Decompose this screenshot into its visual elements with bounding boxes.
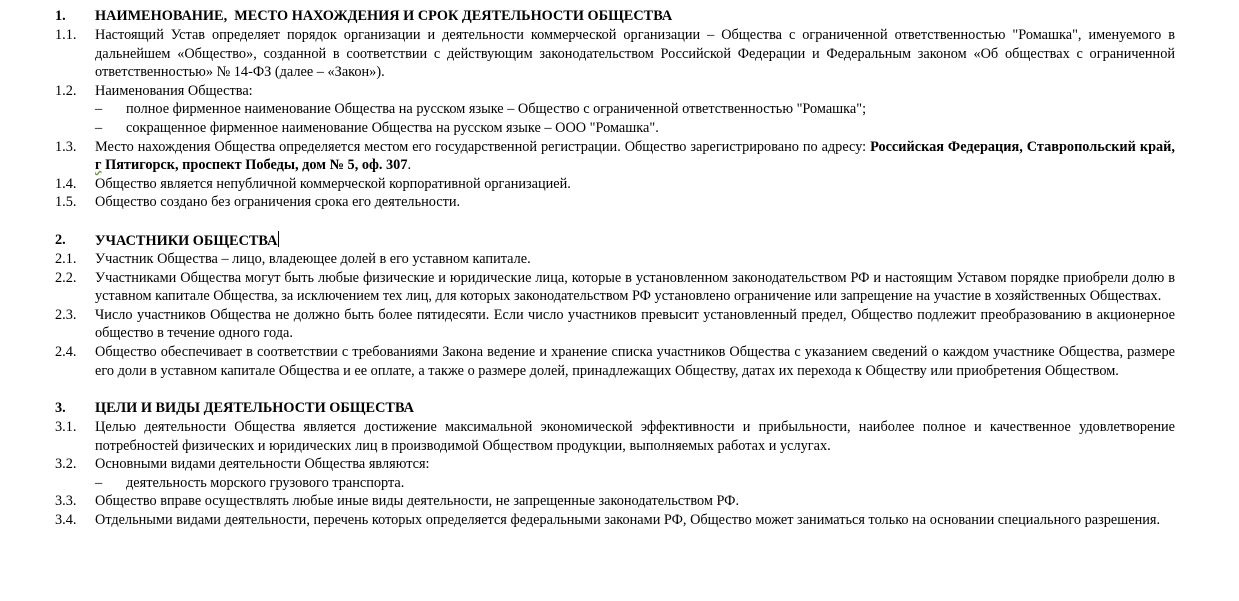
clause (0, 418, 1239, 455)
bullet-dash: – (95, 119, 103, 136)
clause-text: Настоящий Устав определяет порядок организации и деятельности коммерческой организации – Общества с ограниченной ответственностью "Ромашка", именуемого в дальнейшем «Общество», созданной в соответствии с действующим законодательством Российской Федерации и Федеральным законом «Об обществах с ограниченной ответственностью» № 14-ФЗ (далее – «Закон»). (95, 27, 1175, 81)
clause-text: Наименования Общества: (95, 82, 253, 99)
address-part-3: Пятигорск, проспект Победы, дом № 5, оф. 307 (101, 157, 408, 174)
clause-text: Число участников Общества не должно быть более пятидесяти. Если число участников превысит установленный предел, Общество подлежит преобразованию в акционерное общество в течение одного года. (95, 306, 1175, 342)
section-heading (0, 231, 1239, 250)
list-item-text: полное фирменное наименование Общества на русском языке – Общество с ограниченной ответственностью "Ромашка"; (126, 101, 867, 118)
clause (0, 343, 1239, 380)
clause-number: 1.1. (55, 27, 77, 43)
clause (0, 138, 1239, 175)
clause (0, 26, 1239, 82)
clause-text: Общество обеспечивает в соответствии с требованиями Закона ведение и хранение списка участников Общества с указанием сведений о каждом участнике Общества, размере его доли в уставном капитале Общества и ее оплате, а также о размере долей, принадлежащих Обществу, датах их перехода к Обществу или приобретения Обществом. (95, 343, 1175, 379)
clause-number: 3.1. (55, 419, 77, 436)
clause-text: Участник Общества – лицо, владеющее долей в его уставном капитале. (95, 250, 531, 267)
section-number: 1. (55, 8, 66, 24)
clause (0, 455, 1239, 474)
section-title: ЦЕЛИ И ВИДЫ ДЕЯТЕЛЬНОСТИ ОБЩЕСТВА (95, 400, 414, 417)
bullet-dash: – (95, 474, 103, 491)
clause (0, 492, 1239, 511)
section-heading (0, 399, 1239, 418)
clause-text: Отдельными видами деятельности, перечень которых определяется федеральными законами РФ, Общество может заниматься только на основании специального разрешения. (95, 512, 1161, 529)
spacer (0, 380, 1239, 399)
clause-number: 3.3. (55, 493, 77, 510)
clause-number: 2.4. (55, 343, 77, 360)
clause-number: 3.4. (55, 512, 77, 529)
list-item (0, 474, 1239, 493)
clause-number: 1.3. (55, 138, 77, 155)
list-item-text: деятельность морского грузового транспорта. (126, 474, 405, 491)
clause-number: 1.2. (55, 82, 77, 99)
clause-number: 2.1. (55, 250, 77, 267)
spacer (0, 212, 1239, 231)
clause-number: 2.3. (55, 306, 77, 323)
section-number: 2. (55, 231, 66, 248)
clause-text-end: . (407, 157, 412, 174)
section-number: 3. (55, 400, 66, 417)
section-heading (0, 7, 1239, 26)
clause-number: 1.4. (55, 175, 77, 192)
text-cursor (278, 231, 279, 247)
section-title: НАИМЕНОВАНИЕ, МЕСТО НАХОЖДЕНИЯ И СРОК ДЕЯТЕЛЬНОСТИ ОБЩЕСТВА (95, 8, 673, 24)
clause-number: 1.5. (55, 194, 77, 211)
list-item (0, 119, 1239, 138)
clause-number: 2.2. (55, 269, 77, 286)
list-item-text: сокращенное фирменное наименование Общества на русском языке – ООО "Ромашка". (126, 119, 659, 136)
clause-number: 3.2. (55, 456, 77, 473)
clause (0, 250, 1239, 269)
clause (0, 306, 1239, 343)
list-item (0, 100, 1239, 119)
section-title-wrap (95, 231, 279, 251)
section-title: УЧАСТНИКИ ОБЩЕСТВА (95, 232, 278, 249)
clause-text: Общество создано без ограничения срока его деятельности. (95, 194, 461, 211)
clause-text: Общество вправе осуществлять любые иные виды деятельности, не запрещенные законодательством РФ. (95, 493, 740, 510)
clause-text: Общество является непубличной коммерческой корпоративной организацией. (95, 175, 571, 192)
bullet-dash: – (95, 101, 103, 118)
clause-text-lead: Место нахождения Общества определяется местом его государственной регистрации. Общество зарегистрировано по адресу: (95, 138, 871, 155)
clause-text: Участниками Общества могут быть любые физические и юридические лица, которые в установленном законодательством РФ и настоящим Уставом порядке приобрели долю в уставном капитале Общества, за исключением тех лиц, для которых законодательством РФ установлено ограничение или запрещение на участие в хозяйственных Обществах. (95, 269, 1175, 305)
clause-text: Основными видами деятельности Общества являются: (95, 456, 430, 473)
clause (0, 193, 1239, 212)
clause (0, 269, 1239, 306)
address-part-2: г (95, 157, 102, 174)
clause (0, 82, 1239, 101)
clause (0, 511, 1239, 530)
clause-text: Целью деятельности Общества является достижение максимальной экономической эффективности и прибыльности, наиболее полное и качественное удовлетворение потребностей физических и юридических лиц в производимой Обществом продукции, выполняемых работах и услугах. (95, 419, 1175, 454)
address-part-1: Российская Федерация, Ставропольский край, (870, 138, 1175, 155)
document-body (0, 7, 1239, 530)
clause (0, 175, 1239, 194)
